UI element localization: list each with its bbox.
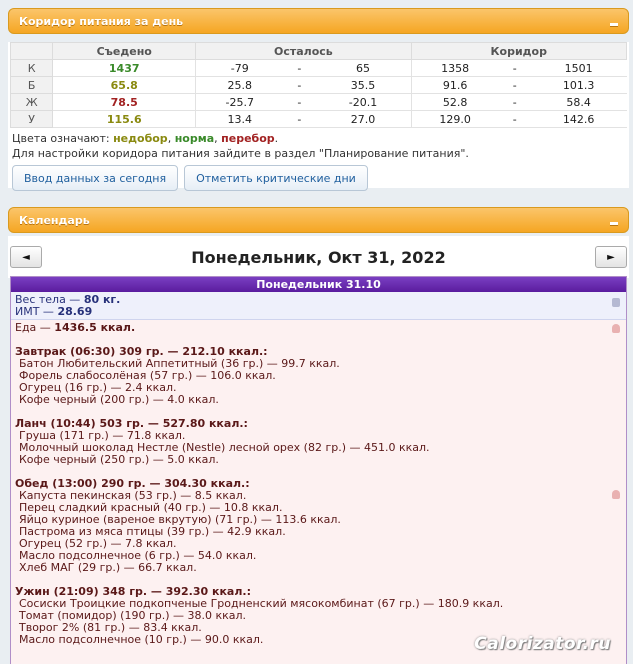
left-from: 25.8: [196, 77, 284, 94]
date-navigation: [8, 236, 629, 278]
color-legend: [10, 131, 627, 161]
corridor-to: 101.3: [531, 77, 627, 94]
left-to: 27.0: [315, 111, 411, 128]
meal-block: [15, 478, 622, 574]
scale-icon: [612, 298, 620, 307]
table-row: [11, 94, 627, 111]
meal-title: Ланч (10:44) 503 гр. — 527.80 ккал.:: [15, 417, 248, 430]
meal-block: [15, 346, 622, 406]
corridor-table: [10, 42, 627, 128]
left-to: 65: [315, 60, 411, 77]
corridor-panel-header[interactable]: [8, 8, 629, 34]
calendar-panel-title: Календарь: [19, 213, 90, 227]
day-header[interactable]: Понедельник 31.10: [11, 277, 626, 292]
row-label: У: [11, 111, 53, 128]
table-corner: [11, 43, 53, 60]
list-item: Форель слабосолёная (57 гр.) — 106.0 ккал.: [19, 369, 276, 382]
prev-day-button[interactable]: [10, 246, 42, 268]
list-item: Кофе черный (200 гр.) — 4.0 ккал.: [19, 393, 219, 406]
row-label: Б: [11, 77, 53, 94]
eaten-value: 78.5: [53, 94, 196, 111]
eaten-value: 115.6: [53, 111, 196, 128]
left-from: 13.4: [196, 111, 284, 128]
list-item: Капуста пекинская (53 гр.) — 8.5 ккал.: [19, 489, 247, 502]
list-item: Масло подсолнечное (6 гр.) — 54.0 ккал.: [19, 549, 257, 562]
food-value: 1436.5 ккал.: [54, 321, 136, 334]
list-item: Масло подсолнечное (10 гр.) — 90.0 ккал.: [19, 633, 264, 646]
list-item: Огурец (16 гр.) — 2.4 ккал.: [19, 381, 177, 394]
range-dash: -: [283, 60, 315, 77]
row-label: Ж: [11, 94, 53, 111]
food-block[interactable]: [11, 320, 626, 664]
arrow-left-icon: ◄: [22, 251, 30, 263]
enter-today-data-button[interactable]: Ввод данных за сегодня: [12, 165, 178, 191]
corridor-to: 1501: [531, 60, 627, 77]
hand-icon: [612, 490, 620, 499]
corridor-from: 129.0: [411, 111, 499, 128]
corridor-from: 52.8: [411, 94, 499, 111]
legend-end: .: [274, 132, 279, 145]
current-date-title: Понедельник, Окт 31, 2022: [191, 247, 446, 267]
calendar-panel-header[interactable]: [8, 207, 629, 233]
list-item: Перец сладкий красный (40 гр.) — 10.8 ккал.: [19, 501, 283, 514]
list-item: Батон Любительский Аппетитный (36 гр.) — 99.7 ккал.: [19, 357, 340, 370]
list-item: Томат (помидор) (190 гр.) — 38.0 ккал.: [19, 609, 247, 622]
range-dash: -: [283, 111, 315, 128]
weight-label: Вес тела —: [15, 293, 84, 306]
legend-under: недобор: [113, 132, 168, 145]
corridor-to: 58.4: [531, 94, 627, 111]
meal-title: Завтрак (06:30) 309 гр. — 212.10 ккал.:: [15, 345, 268, 358]
weight-value: 80 кг.: [83, 293, 121, 306]
meal-title: Ужин (21:09) 348 гр. — 392.30 ккал.:: [15, 585, 251, 598]
legend-norm: норма: [174, 132, 215, 145]
list-item: Молочный шоколад Нестле (Nestle) лесной орех (82 гр.) — 451.0 ккал.: [19, 441, 430, 454]
meals-list: [15, 346, 622, 646]
legend-sep-2: ,: [214, 132, 222, 145]
eaten-value: 65.8: [53, 77, 196, 94]
list-item: Огурец (52 гр.) — 7.8 ккал.: [19, 537, 177, 550]
meal-block: [15, 418, 622, 466]
corridor-from: 91.6: [411, 77, 499, 94]
legend-sep-1: ,: [167, 132, 175, 145]
list-item: Хлеб МАГ (29 гр.) — 66.7 ккал.: [19, 561, 197, 574]
range-dash: -: [499, 94, 531, 111]
arrow-right-icon: ►: [607, 251, 615, 263]
left-from: -79: [196, 60, 284, 77]
range-dash: -: [283, 94, 315, 111]
corridor-buttons: [10, 161, 627, 191]
next-day-button[interactable]: [595, 246, 627, 268]
header-eaten: Съедено: [53, 43, 196, 60]
mark-critical-days-button[interactable]: Отметить критические дни: [184, 165, 368, 191]
left-to: 35.5: [315, 77, 411, 94]
left-to: -20.1: [315, 94, 411, 111]
row-label: К: [11, 60, 53, 77]
table-row: [11, 77, 627, 94]
weight-block[interactable]: [11, 292, 626, 320]
eaten-value: 1437: [53, 60, 196, 77]
minimize-icon[interactable]: [610, 23, 618, 26]
corridor-to: 142.6: [531, 111, 627, 128]
corridor-from: 1358: [411, 60, 499, 77]
site-watermark: Calorizator.ru: [474, 634, 611, 654]
table-row: [11, 60, 627, 77]
bmi-label: ИМТ —: [15, 305, 58, 318]
range-dash: -: [283, 77, 315, 94]
legend-prefix: Цвета означают:: [12, 132, 114, 145]
food-label: Еда —: [15, 321, 55, 334]
range-dash: -: [499, 111, 531, 128]
range-dash: -: [499, 60, 531, 77]
header-left: Осталось: [196, 43, 411, 60]
corridor-panel-title: Коридор питания за день: [19, 14, 184, 28]
minimize-icon[interactable]: [610, 222, 618, 225]
bmi-value: 28.69: [57, 305, 93, 318]
list-item: Творог 2% (81 гр.) — 83.4 ккал.: [19, 621, 202, 634]
corridor-panel-body: [8, 42, 629, 188]
corridor-panel: [8, 8, 629, 188]
list-item: Кофе черный (250 гр.) — 5.0 ккал.: [19, 453, 219, 466]
meal-title: Обед (13:00) 290 гр. — 304.30 ккал.:: [15, 477, 250, 490]
table-row: [11, 111, 627, 128]
corridor-hint: Для настройки коридора питания зайдите в раздел "Планирование питания".: [12, 147, 469, 160]
list-item: Груша (171 гр.) — 71.8 ккал.: [19, 429, 186, 442]
hand-icon: [612, 324, 620, 333]
list-item: Пастрома из мяса птицы (39 гр.) — 42.9 ккал.: [19, 525, 286, 538]
left-from: -25.7: [196, 94, 284, 111]
header-corridor: Коридор: [411, 43, 626, 60]
range-dash: -: [499, 77, 531, 94]
legend-over: перебор: [221, 132, 275, 145]
list-item: Яйцо куриное (вареное вкрутую) (71 гр.) — 113.6 ккал.: [19, 513, 341, 526]
day-card: [10, 276, 627, 664]
list-item: Сосиски Троицкие подкопченые Гродненский мясокомбинат (67 гр.) — 180.9 ккал.: [19, 597, 504, 610]
